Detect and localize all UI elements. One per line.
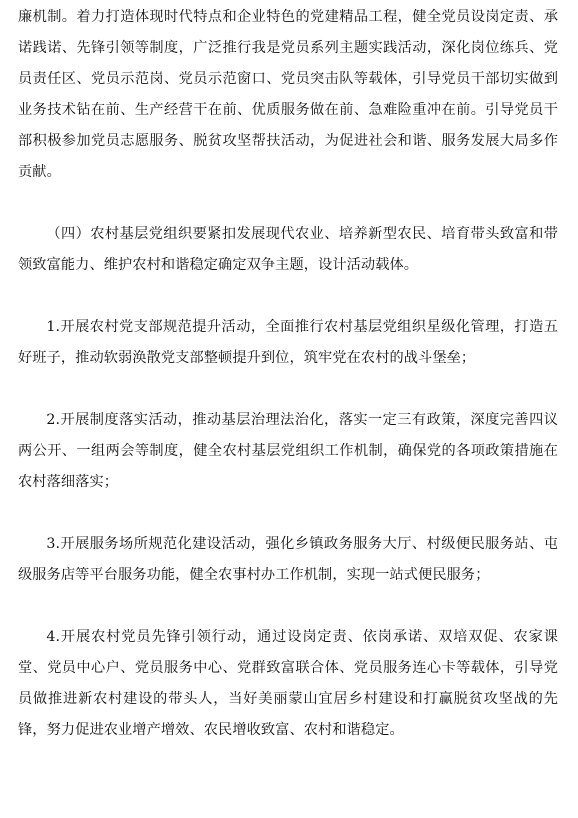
paragraph-item-4-pioneer-action: 4.开展农村党员先锋引领行动，通过设岗定责、依岗承诺、双培双促、农家课堂、党员中心户、党员服务中心、党群致富联合体、党员服务连心卡等载体，引导党员做推进新农村建设的带头人，当好美丽蒙山宜居乡村建设和打赢脱贫攻坚战的先锋，努力促进农业增产增效、农民增收致富、农村和谐稳定。 (18, 629, 558, 738)
document-page (18, 0, 558, 746)
paragraph-rural-party-organization-theme: （四）农村基层党组织要紧扣发展现代农业、培养新型农民、培育带头致富和带领致富能力、维护农村和谐稳定确定双争主题，设计活动载体。 (18, 226, 558, 273)
paragraph-item-2-system-implementation: 2.开展制度落实活动，推动基层治理法治化，落实一定三有政策，深度完善四议两公开、一组两会等制度，健全农村基层党组织工作机制，确保党的各项政策措施在农村落细落实； (18, 412, 558, 490)
paragraph-party-building-project: 廉机制。着力打造体现时代特点和企业特色的党建精品工程，健全党员设岗定责、承诺践诺、先锋引领等制度，广泛推行我是党员系列主题实践活动，深化岗位练兵、党员责任区、党员示范岗、党员示范窗口、党员突击队等载体，引导党员干部切实做到业务技术钻在前、生产经营干在前、优质服务做在前、急难险重冲在前。引导党员干部积极参加党员志愿服务、脱贫攻坚帮扶活动，为促进社会和谐、服务发展大局多作贡献。 (18, 9, 558, 180)
paragraph-item-1-branch-standardization: 1.开展农村党支部规范提升活动，全面推行农村基层党组织星级化管理，打造五好班子，推动软弱涣散党支部整顿提升到位，筑牢党在农村的战斗堡垒； (18, 319, 558, 366)
paragraph-item-3-service-venue-construction: 3.开展服务场所规范化建设活动，强化乡镇政务服务大厅、村级便民服务站、屯级服务店等平台服务功能，健全农事村办工作机制，实现一站式便民服务； (18, 536, 558, 583)
